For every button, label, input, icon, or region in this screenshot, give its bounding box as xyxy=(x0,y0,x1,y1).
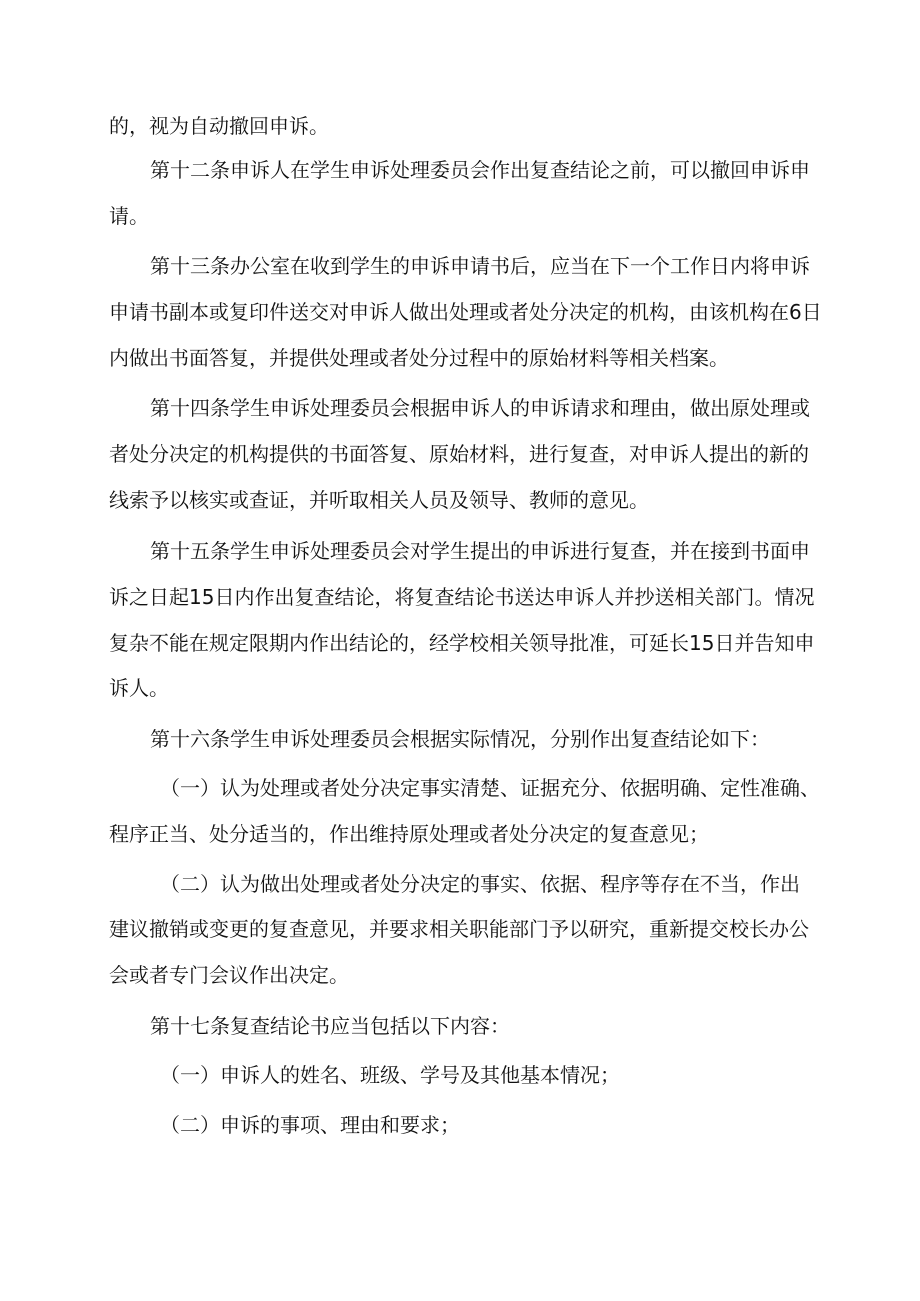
text-line: （二）申诉的事项、理由和要求； xyxy=(160,1113,460,1137)
text-line: 申请书副本或复印件送交对申诉人做出处理或者处分决定的机构，由该机构在6日 xyxy=(109,300,822,324)
text-line: 第十三条办公室在收到学生的申诉申请书后，应当在下一个工作日内将申诉 xyxy=(150,254,810,278)
text-line: 第十七条复查结论书应当包括以下内容： xyxy=(150,1014,510,1038)
text-line: 第十四条学生申诉处理委员会根据申诉人的申诉请求和理由，做出原处理或 xyxy=(150,396,810,420)
text-line: 内做出书面答复，并提供处理或者处分过程中的原始材料等相关档案。 xyxy=(109,346,729,370)
text-line: 程序正当、处分适当的，作出维持原处理或者处分决定的复查意见； xyxy=(109,822,709,846)
text-line: 复杂不能在规定限期内作出结论的，经学校相关领导批准，可延长15日并告知申 xyxy=(109,631,815,655)
text-line: 第十五条学生申诉处理委员会对学生提出的申诉进行复查，并在接到书面申 xyxy=(150,539,810,563)
text-line: 请。 xyxy=(109,204,149,228)
text-line: 的，视为自动撤回申诉。 xyxy=(109,114,329,138)
text-line: 者处分决定的机构提供的书面答复、原始材料，进行复查，对申诉人提出的新的 xyxy=(109,442,809,466)
text-line: 线索予以核实或查证，并听取相关人员及领导、教师的意见。 xyxy=(109,488,649,512)
text-line: 第十六条学生申诉处理委员会根据实际情况，分别作出复查结论如下： xyxy=(150,727,770,751)
text-line: 建议撤销或变更的复查意见，并要求相关职能部门予以研究，重新提交校长办公 xyxy=(109,917,809,941)
text-line: 第十二条申诉人在学生申诉处理委员会作出复查结论之前，可以撤回申诉申 xyxy=(150,158,810,182)
text-line: （二）认为做出处理或者处分决定的事实、依据、程序等存在不当，作出 xyxy=(160,872,800,896)
text-line: 诉人。 xyxy=(109,676,169,700)
text-line: （一）申诉人的姓名、班级、学号及其他基本情况； xyxy=(160,1063,620,1087)
text-line: 会或者专门会议作出决定。 xyxy=(109,963,349,987)
text-line: 诉之日起15日内作出复查结论，将复查结论书送达申诉人并抄送相关部门。情况 xyxy=(109,585,815,609)
text-line: （一）认为处理或者处分决定事实清楚、证据充分、依据明确、定性准确、 xyxy=(160,776,820,800)
